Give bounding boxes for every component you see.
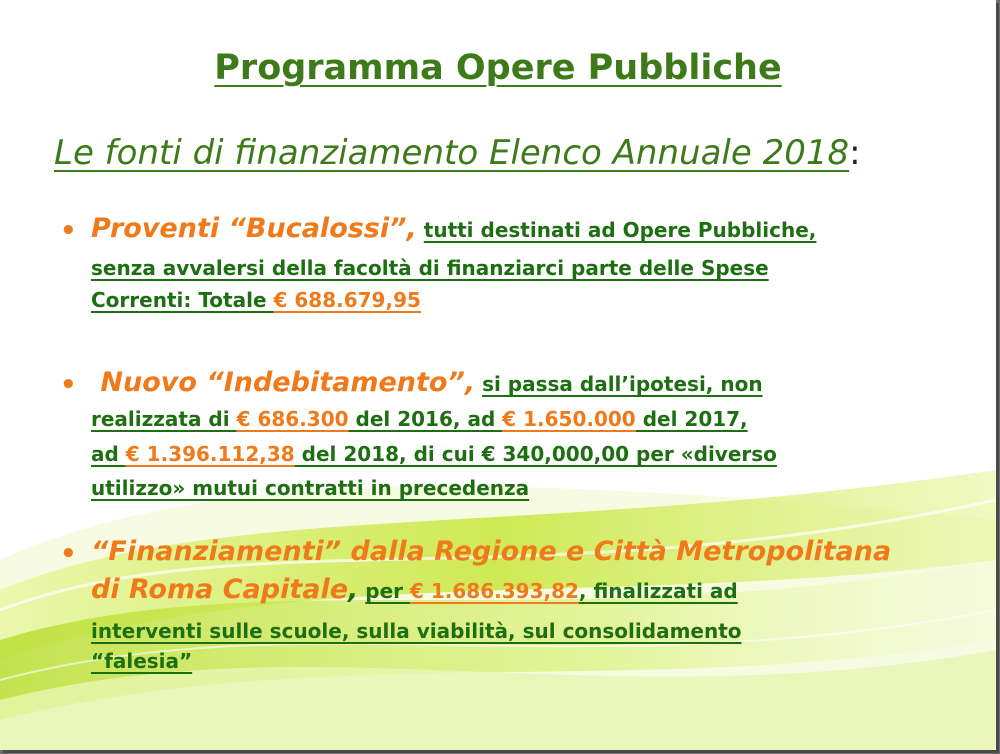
bullet-text: tutti destinati ad Opere Pubbliche, — [423, 218, 817, 242]
slide: Programma Opere Pubbliche Le fonti di finanziamento Elenco Annuale 2018: • Proventi “Bucalossi”, tutti destinati ad Opere Pubbliche, senza avvalersi della facoltà di finanziarci parte delle Spese Correnti: Totale € 688.679,95 • Nuovo “Indebitamento”, si passa dall’ipotesi, non realizzata di € 686.300 del 2016, ad € 1.650.000 del 2017, ad € 1.396.112,38 del 2018, di cui € 340,000,00 per «diverso utilizzo» mutui contratti in precedenza • “Finanziamenti” dalla Regione e Città Metropolitana di Roma Capitale, per € 1.686.393,82, finalizzati ad interventi sulle scuole, sulla viabilità, sul consolidamento “falesia” — [0, 0, 996, 750]
slide-title: Programma Opere Pubbliche — [214, 48, 782, 88]
bullet-heading: Proventi “Bucalossi” — [91, 213, 407, 244]
bullet-heading: “Finanziamenti” dalla Regione e Città Metropolitana — [91, 536, 892, 567]
bullet-dot-icon: • — [60, 216, 77, 246]
amount-regione: € 1.686.393,82 — [410, 579, 579, 603]
total-amount: € 688.679,95 — [273, 288, 421, 312]
bullet-dot-icon: • — [60, 539, 77, 569]
amount-2016: € 686.300 — [236, 407, 349, 431]
bullet-heading: Nuovo “Indebitamento” — [91, 367, 465, 398]
subtitle-colon: : — [849, 133, 861, 173]
bullet-dot-icon: • — [60, 370, 77, 400]
slide-subtitle — [54, 133, 861, 173]
subtitle-text: Le fonti di finanziamento Elenco Annuale 2018 — [54, 133, 850, 173]
amount-2017: € 1.650.000 — [502, 407, 636, 431]
amount-2018: € 1.396.112,38 — [125, 442, 295, 466]
